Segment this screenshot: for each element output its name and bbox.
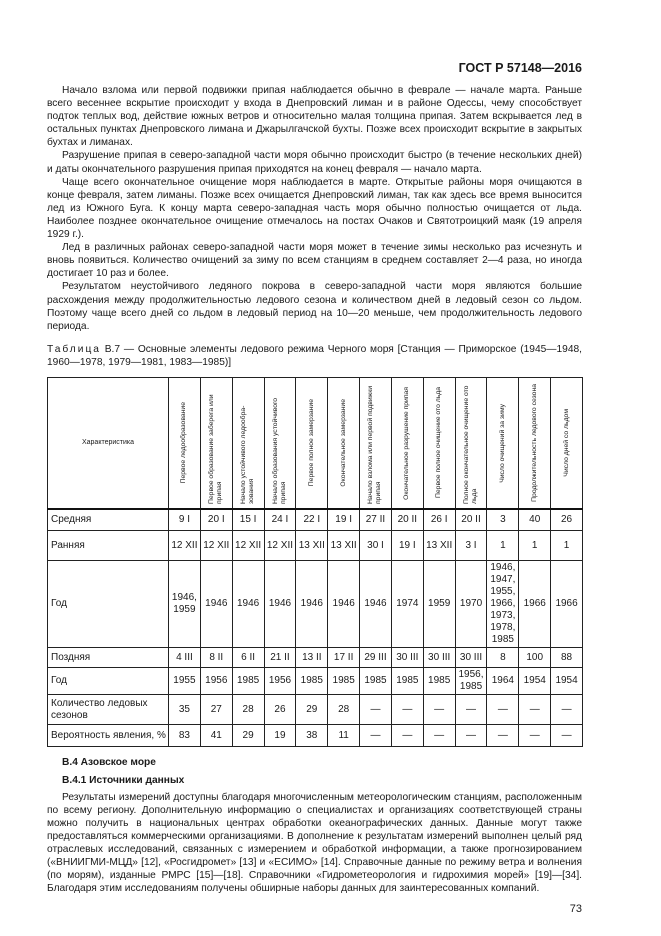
table-cell: 21 II (264, 648, 296, 668)
table-cell: 1955 (169, 668, 201, 695)
table-cell: 1946 (296, 561, 328, 648)
column-header-label: Первое полное замерзание (307, 399, 315, 487)
paragraph: Лед в различных районах северо-западной части моря может в течение зимы несколько раз исчезнуть и вновь появиться. Количество очищений за зиму по всем станциям в среднем составляет 2—4 раза, но иногда достигает 10 раз и более. (47, 242, 582, 280)
table-cell: 13 XII (328, 531, 360, 561)
table-cell: 30 I (360, 531, 392, 561)
column-header-label: Полное окончательное очищение ото льда (463, 385, 479, 504)
table-cell: — (551, 695, 583, 725)
row-label: Средняя (48, 509, 169, 531)
section-azov (47, 756, 582, 895)
table-cell: 1946 (264, 561, 296, 648)
subsection-heading: В.4.1 Источники данных (62, 774, 185, 786)
table-cell: — (423, 725, 455, 747)
table-cell: 26 I (423, 509, 455, 531)
table-row (48, 668, 583, 695)
column-header-label: Начало взлома или первой подвижки припая (367, 385, 383, 504)
table-cell: 26 (551, 509, 583, 531)
table-cell: 8 (487, 648, 519, 668)
paragraph: Чаще всего окончательное очищение моря наблюдается в марте. Открытые районы моря очищаются в конце февраля, затем лиманы. Позже всех очищается Днепровский лиман, так как здесь все время выносится лед из Южного Буга. К концу марта северо-западная часть моря обычно полностью очищается от льда. Наиболее позднее окончательное очищение отмечалось на постах Очаков и Святотроицкий маяк (19 апреля 1929 г.). (47, 176, 582, 241)
row-label: Год (48, 668, 169, 695)
table-cell: 1954 (551, 668, 583, 695)
table-cell: — (519, 695, 551, 725)
table-cell: 24 I (264, 509, 296, 531)
table-cell: — (423, 695, 455, 725)
table-cell: 1 (487, 531, 519, 561)
column-header-label: Число очищений за зиму (498, 403, 506, 483)
table-cell: 11 (328, 725, 360, 747)
column-header (296, 377, 328, 509)
table-cell: 30 III (455, 648, 487, 668)
table-row (48, 725, 583, 747)
table-cell: 88 (551, 648, 583, 668)
table-cell: 1985 (360, 668, 392, 695)
body-text (47, 84, 582, 333)
table-cell: 20 II (391, 509, 423, 531)
row-label: Вероятность явления, % (48, 725, 169, 747)
table-cell: 19 I (328, 509, 360, 531)
table-cell: 1956, 1985 (455, 668, 487, 695)
table-cell: 38 (296, 725, 328, 747)
table-cell: 83 (169, 725, 201, 747)
table-cell: 1956 (264, 668, 296, 695)
document-number: ГОСТ Р 57148—2016 (458, 61, 582, 75)
column-header (200, 377, 232, 509)
column-header-label: Первое ледообразование (180, 402, 188, 484)
column-header (519, 377, 551, 509)
table-cell: 1956 (200, 668, 232, 695)
table-cell: 1985 (391, 668, 423, 695)
table-cell: 29 (232, 725, 264, 747)
section-heading: В.4 Азовское море (62, 757, 156, 769)
table-cell: 27 (200, 695, 232, 725)
table-cell: 29 III (360, 648, 392, 668)
table-cell: 22 I (296, 509, 328, 531)
table-cell: 1974 (391, 561, 423, 648)
column-header-label: Начало устойчивого ледообра-зования (240, 405, 256, 504)
table-cell: 12 XII (169, 531, 201, 561)
table-cell: — (487, 725, 519, 747)
table-cell: — (391, 725, 423, 747)
table-cell: 30 III (391, 648, 423, 668)
table-cell: 28 (232, 695, 264, 725)
table-cell: 1946 (360, 561, 392, 648)
table-cell: 1946 (232, 561, 264, 648)
table-cell: 13 XII (296, 531, 328, 561)
table-cell: — (487, 695, 519, 725)
table-caption-label: Таблица (47, 343, 101, 355)
page-number: 73 (569, 903, 582, 916)
column-header-label: Первое образование заберега или припая (208, 394, 224, 504)
table-cell: 1964 (487, 668, 519, 695)
table-cell: 1970 (455, 561, 487, 648)
column-header (391, 377, 423, 509)
table-cell: 30 III (423, 648, 455, 668)
table-cell: 12 XII (264, 531, 296, 561)
table-cell: — (455, 695, 487, 725)
table-cell: 1985 (232, 668, 264, 695)
table-cell: 4 III (169, 648, 201, 668)
table-caption-text: В.7 — Основные элементы ледового режима Черного моря [Станция — Приморское (1945—1948, 1960—1978, 1979—1981, 1983—1985)] (47, 343, 582, 368)
column-header-label: Окончательное замерзание (339, 399, 347, 487)
column-header (328, 377, 360, 509)
table-cell: 15 I (232, 509, 264, 531)
table-cell: 1 (519, 531, 551, 561)
table-cell: 1985 (423, 668, 455, 695)
table-cell: 1946 (328, 561, 360, 648)
table-row (48, 509, 583, 531)
paragraph: Разрушение припая в северо-западной части моря обычно происходит быстро (в течение нескольких дней) и даты окончательного разрушения припая приходятся на конец февраля — начало марта. (47, 150, 582, 175)
column-header (487, 377, 519, 509)
row-label: Количество ледовых сезонов (48, 695, 169, 725)
table-cell: 1 (551, 531, 583, 561)
table-cell: 17 II (328, 648, 360, 668)
table-cell: 19 (264, 725, 296, 747)
paragraph: Начало взлома или первой подвижки припая наблюдается обычно в феврале — начале марта. Раньше всего весеннее вскрытие происходит у входа в Днепровский лиман и в районе Одессы, чему способствует подток теплых вод, действие южных ветров и относительно малая толщина припая. Затем вскрывается лед в остальных пунктах Днепровского лимана и Джарылгачской бухты. Позже всех происходит вскрытие в закрытых бухтах и лиманах. (47, 85, 582, 149)
row-label: Ранняя (48, 531, 169, 561)
table-cell: — (455, 725, 487, 747)
table-cell: 13 XII (423, 531, 455, 561)
table-cell: 12 XII (232, 531, 264, 561)
column-header (169, 377, 201, 509)
table-cell: 3 (487, 509, 519, 531)
column-header (360, 377, 392, 509)
column-header (551, 377, 583, 509)
column-header (264, 377, 296, 509)
table-cell: 41 (200, 725, 232, 747)
column-header-label: Начало образования устойчивого припая (271, 397, 287, 504)
table-cell: 1966 (519, 561, 551, 648)
table-header-row (48, 377, 583, 509)
table-cell: 1954 (519, 668, 551, 695)
table-cell: 12 XII (200, 531, 232, 561)
table-row (48, 648, 583, 668)
table-cell: 29 (296, 695, 328, 725)
table-cell: 100 (519, 648, 551, 668)
paragraph: Результаты измерений доступны благодаря многочисленным метеорологическим станциям, расположенным по всему региону. Дополнительную информацию о специалистах и организациях соответствующей страны можно получить в национальных центрах обработки океанографических данных. Данные могут также предоставляться коммерческими организациями. В дополнение к результатам измерений выполнен целый ряд отраслевых исследований, связанных с измерением и обработкой информации, а также прогнозированием («ВНИИГМИ-МЦД» [12], «Росгидромет» [13] и «ЕСИМО» [14]. Справочные данные по режиму ветра и волнения (по морям), изданные РМРС [15]—[18]. Справочники «Гидрометеорология и гидрохимия морей» [19]—[34]. Благодаря этим исследованиям получены обширные наборы данных для заинтересованных компаний. (47, 791, 582, 895)
table-cell: 6 II (232, 648, 264, 668)
table-cell: 27 II (360, 509, 392, 531)
column-header (423, 377, 455, 509)
table-cell: 26 (264, 695, 296, 725)
table-cell: 1985 (296, 668, 328, 695)
table-cell: 20 I (200, 509, 232, 531)
table-cell: 3 I (455, 531, 487, 561)
table-cell: — (360, 725, 392, 747)
table-cell: 35 (169, 695, 201, 725)
table-cell: 1946 (200, 561, 232, 648)
table-cell: 1985 (328, 668, 360, 695)
column-header-label: Продолжительность ледового сезона (530, 384, 538, 502)
column-header-label: Первое полное очищение ото льда (435, 387, 443, 499)
table-cell: 1959 (423, 561, 455, 648)
column-header-label: Окончательное разрушение припая (403, 386, 411, 500)
ice-regime-table (47, 377, 583, 748)
header-characteristic: Характеристика (48, 377, 169, 509)
table-row (48, 561, 583, 648)
table-cell: 8 II (200, 648, 232, 668)
column-header (455, 377, 487, 509)
table-caption (47, 343, 582, 369)
table-cell: — (519, 725, 551, 747)
table-cell: — (391, 695, 423, 725)
row-label: Поздняя (48, 648, 169, 668)
table-cell: — (551, 725, 583, 747)
column-header-label: Число дней со льдом (562, 409, 570, 477)
table-cell: 1946, 1947, 1955, 1966, 1973, 1978, 1985 (487, 561, 519, 648)
table-row (48, 695, 583, 725)
table-cell: 19 I (391, 531, 423, 561)
table-cell: 28 (328, 695, 360, 725)
table-cell: — (360, 695, 392, 725)
table-cell: 9 I (169, 509, 201, 531)
table-cell: 1946, 1959 (169, 561, 201, 648)
table-cell: 40 (519, 509, 551, 531)
column-header (232, 377, 264, 509)
table-row (48, 531, 583, 561)
table-cell: 1966 (551, 561, 583, 648)
row-label: Год (48, 561, 169, 648)
paragraph: Результатом неустойчивого ледяного покрова в северо-западной части моря являются большие расхождения между продолжительностью ледового сезона и количеством дней в ледовый сезон со льдом. Поэтому чаще всего дней со льдом в ледовый период на 10—20 меньше, чем продолжительность ледового периода. (47, 281, 582, 332)
table-cell: 20 II (455, 509, 487, 531)
table-cell: 13 II (296, 648, 328, 668)
